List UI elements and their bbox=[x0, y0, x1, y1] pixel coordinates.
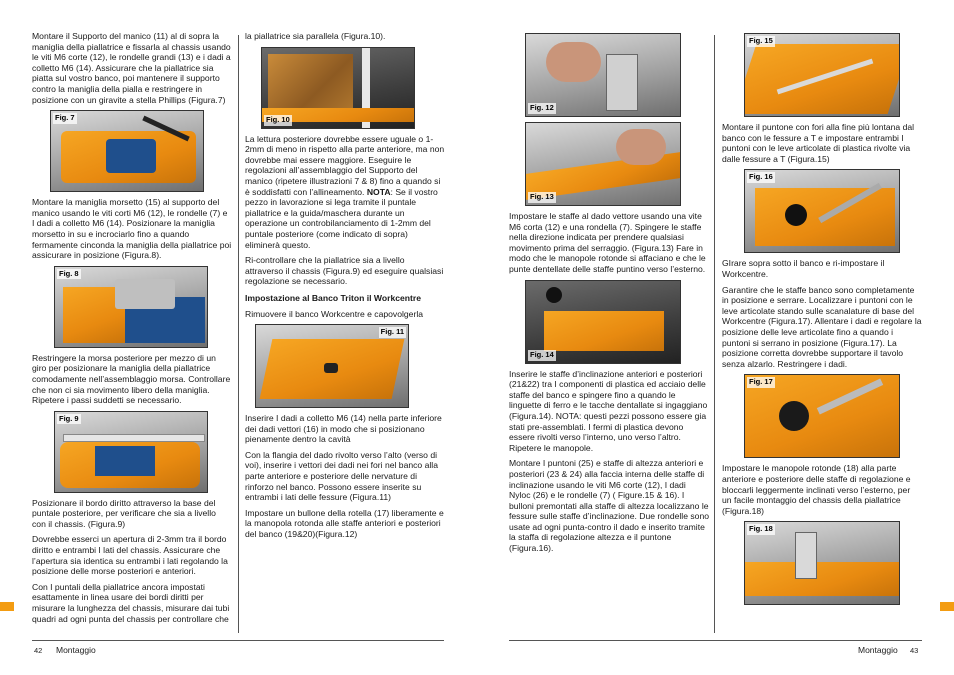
footer-rule-right bbox=[509, 640, 922, 641]
paragraph: Restringere la morsa posteriore per mezzo di un giro per posizionare la maniglia della piallatrice comodamente nell’assemblaggio morsa. Controllare che non ci sia movimento libero della maniglia. Ripetere i passi suddetti se necessario. bbox=[32, 352, 231, 406]
column-divider-left bbox=[238, 35, 239, 633]
paragraph: Con la flangia del dado rivolto verso l’alto (verso di voi), inserire i vettori dei dadi nei fori nel banco alla parte anteriore e posteriore delle nervature di rinforzo nel banco. Possono essere inserite su entrambi i lati delle fessure (Figura.11) bbox=[245, 449, 438, 503]
workpiece-photo bbox=[268, 54, 353, 114]
figure-10 bbox=[261, 47, 415, 129]
paragraph: Montare la maniglia morsetto (15) al supporto del manico usando le viti corti M6 (12), le rondelle (7) e I dadi a colletto M6 (14). Posizionare la maniglia morsetto in su e incrociarlo fino a quando fermamente cinconda la maniglia della piallatrice poi assicurare in posizione (Figura.8). bbox=[32, 197, 232, 261]
figure-label: Fig. 9 bbox=[59, 413, 79, 423]
paragraph: la piallatrice sia parallela (Figura.10). bbox=[245, 31, 386, 41]
bench-frame-photo bbox=[745, 562, 899, 596]
paragraph: Impostare un bullone della rotella (17) liberamente e la manopola rotonda alle staffe anteriori e posteriori del banco (19&20)(Figura.12) bbox=[245, 507, 444, 540]
right-column-1 bbox=[509, 31, 709, 559]
figure-18 bbox=[744, 521, 900, 605]
paragraph: Ri-controllare che la piallatrice sia a livello attraverso il chassis (Figura.9) ed eseguire qualsiasi regolazione se necessario. bbox=[245, 255, 444, 287]
paragraph: Dovrebbe esserci un apertura di 2-3mm tra il bordo diritto e entrambi I lati del chassis. Assicurare che l’apertura sia identica su entrambi i lati regolando la posizione delle morse posteriori e anteriori. bbox=[32, 534, 228, 577]
paragraph: Impostare le manopole rotonde (18) alla parte anteriore e posteriore delle staffe di regolazione e bloccarli leggermente inclinati verso l’esterno, per un facile montaggio del chassis della piallatrice (Figura.18) bbox=[722, 463, 911, 516]
footer-label: Montaggio bbox=[858, 645, 898, 655]
paragraph: Montare il puntone con fori alla fine più lontana dal banco con le fessure a T e impostare entrambi I puntoni con le leve articolate di plastica rivolte via dalle fessure a T (Figura.15) bbox=[722, 122, 915, 164]
section-tab bbox=[940, 602, 954, 611]
figure-label: Fig. 15 bbox=[749, 36, 773, 45]
bracket-photo bbox=[606, 54, 638, 111]
figure-9 bbox=[54, 411, 208, 493]
nut-carrier-photo bbox=[324, 363, 338, 373]
footer-rule-left bbox=[32, 640, 444, 641]
planer-photo bbox=[95, 446, 155, 476]
figure-label: Fig. 14 bbox=[530, 349, 554, 359]
figure-label: Fig. 16 bbox=[749, 172, 773, 182]
figure-7 bbox=[50, 110, 204, 192]
figure-label: Fig. 13 bbox=[530, 192, 554, 202]
figure-11 bbox=[255, 324, 409, 408]
section-heading: Impostazione al Banco Triton il Workcentre bbox=[245, 292, 422, 303]
figure-label: Fig. 17 bbox=[749, 377, 773, 387]
figure-17 bbox=[744, 374, 900, 458]
column-divider-right bbox=[714, 35, 715, 633]
paragraph: Montare I puntoni (25) e staffe di altezza anteriori e posteriori (23 & 24) alla faccia interna delle staffe di inclinazione usando le viti M6 corte (12), I dadi Nyloc (26) e le rondelle (7) ( Figure.15 & 16). I bulloni premontati alla staffe di altezza localizzano le fessure sulle staffe d’inclinazione. Due rondelle sono usate ad ogni punta-contro il dado e inserito tramite la staffa di regolazione altezza e il puntone (Figura.16). bbox=[509, 458, 710, 554]
paragraph: Posizionare il bordo diritto attraverso la base del puntale posteriore, per verificare che sia a livello con il chassis. (Figura.9) bbox=[32, 497, 216, 529]
footer-label: Montaggio bbox=[56, 645, 96, 655]
figure-12 bbox=[525, 33, 681, 117]
left-column-1 bbox=[32, 31, 232, 629]
paragraph: Impostare le staffe al dado vettore usando una vite M6 corta (12) e una rondella (7). Spingere le staffe nella direzione indicata per prendere qualsiasi movimento prima del serraggio. (Figura.13) Fare in modo che le manopole rotonde si affaciano e che le punte dentellate delle staffe puntino verso l’esterno. bbox=[509, 211, 706, 274]
paragraph: Inserire I dadi a colletto M6 (14) nella parte inferiore dei dadi vettori (16) in modo che si posizionano pienamente dentro la cavità bbox=[245, 413, 442, 445]
page-number: 43 bbox=[910, 646, 919, 655]
clamp-handle-photo bbox=[115, 279, 175, 309]
paragraph: Rimuovere il banco Workcentre e capovolgerla bbox=[245, 308, 424, 319]
paragraph: Garantire che le staffe banco sono completamente in posizione e serrare. Localizzare i puntoni con le leve articolate stando sulle scanalature di base del Workcentre (Figura.17). Allentare i dadi e regolare la posizione delle leve articolate fino a quando i puntoni si serrano in posizione (Figura.17). La posizione corretta dovrebbe supportare il tavolo senza alzarlo. Restringere i dadi. bbox=[722, 284, 922, 369]
paragraph: La lettura posteriore dovrebbe essere uguale o 1-2mm di meno in rispetto alla parte anteriore, ma non dovrebbe mai essere maggiore. Eseguire le regolazioni all’assemblaggio del Supporto del manico (ripetere illustrazioni 7 & 8) fino a quando si è soddisfatti con l’allineamento. NOTA: Se il vostro pezzo in lavorazione si lega tramite il puntale piallatrice e la guida/maschera durante un operazione un controbilanciamento di 1-2mm del puntale posteriore (come indicato di sopra) eliminerà questo. bbox=[245, 133, 445, 250]
figure-15 bbox=[744, 33, 900, 117]
paragraph: Montare il Supporto del manico (11) al di sopra la maniglia della piallatrice e fissarla al chassis usando le viti M6 corte (12), le rondelle grandi (13) e i dadi a colletto M6 (14). Assicurare che la piallatrice sia piatta sul vostro banco, poi mantenere il supporto contro la maniglia della pialla e restringere in posizione con un giravite a stella Phillips (Figura.7) bbox=[32, 31, 231, 105]
spanner-photo bbox=[817, 379, 883, 415]
nota-label: NOTA bbox=[366, 186, 391, 197]
hand-photo bbox=[546, 42, 601, 82]
hand-photo bbox=[616, 129, 666, 165]
section-tab bbox=[0, 602, 14, 611]
figure-label: Fig. 12 bbox=[530, 103, 554, 113]
right-column-2 bbox=[722, 31, 922, 610]
paragraph: Inserire le staffe d’inclinazione anteriori e posteriori (21&22) tra I componenti di plastica ed acciaio delle staffe del banco e spingere fino a quando le linguette di ferro e le tacche dentallate si ingaggiano (Figura.14). NOTA: questi pezzi possono essere gia stati pre-assemblati. I fermi di plastica devono essere rivolti verso l’interno, uno verso l’altro. Ripetere le manopole. bbox=[509, 368, 708, 453]
figure-16 bbox=[744, 169, 900, 253]
figure-label: Fig. 11 bbox=[380, 327, 404, 337]
figure-8 bbox=[54, 266, 208, 348]
figure-label: Fig. 8 bbox=[59, 268, 79, 278]
page-number: 42 bbox=[34, 646, 43, 655]
figure-14 bbox=[525, 280, 681, 364]
bench-frame-photo bbox=[544, 311, 664, 351]
figure-label: Fig. 10 bbox=[266, 115, 290, 124]
planer-motor-photo bbox=[106, 139, 156, 173]
left-column-2 bbox=[245, 31, 445, 545]
figure-label: Fig. 18 bbox=[749, 524, 773, 534]
paragraph: GIrare sopra sotto il banco e ri-impostare il Workcentre. bbox=[722, 258, 885, 279]
figure-label: Fig. 7 bbox=[55, 113, 75, 123]
paragraph: Con I puntali della piallatrice ancora impostati esattamente in linea usare dei bordi diritti per misurare la lunghezza del chassis, misurare dai tubi quadri ad ogni punta del chassis per controllare che bbox=[32, 581, 230, 624]
figure-13 bbox=[525, 122, 681, 206]
straight-edge-photo bbox=[63, 434, 205, 442]
bracket-photo bbox=[795, 532, 817, 579]
knob-photo bbox=[546, 287, 562, 303]
knob-photo bbox=[779, 401, 809, 431]
